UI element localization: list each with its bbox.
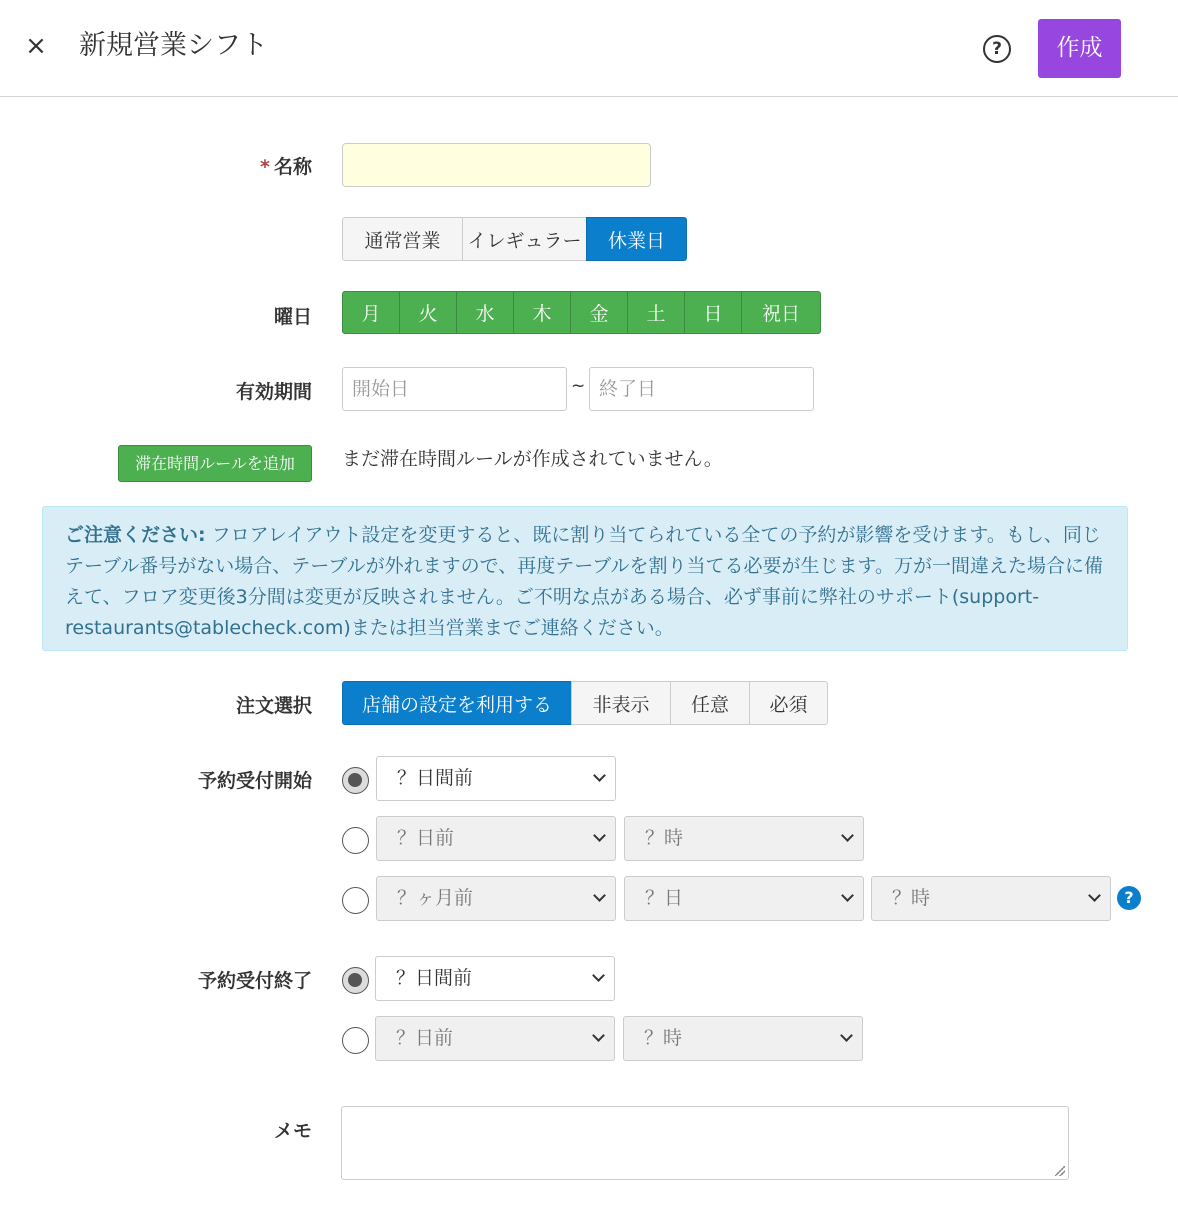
weekday-group [342,291,821,334]
weekday-holiday[interactable]: 祝日 [741,291,821,334]
weekday-wed[interactable]: 水 [456,291,514,334]
weekday-label: 曜日 [273,306,312,328]
start-date-input[interactable]: 開始日 [342,367,567,411]
booking-start-days-before-select[interactable]: ？日間前 [376,756,616,801]
no-rule-text: まだ滞在時間ルールが作成されていません。 [342,448,723,470]
add-stay-rule-button[interactable]: 滞在時間ルールを追加 [118,445,312,482]
booking-start-label: 予約受付開始 [197,770,312,792]
booking-end-day-select[interactable]: ？日前 [375,1016,615,1061]
order-group [342,681,828,725]
help-icon[interactable]: ? [983,35,1011,63]
weekday-sun[interactable]: 日 [684,291,742,334]
resize-handle-icon[interactable] [1055,1166,1065,1176]
shift-type-group [342,217,687,261]
booking-end-radio-1[interactable] [342,967,369,994]
shift-type-regular[interactable]: 通常営業 [342,217,463,261]
end-date-input[interactable]: 終了日 [589,367,814,411]
memo-textarea[interactable] [341,1106,1069,1180]
period-separator: ~ [571,376,586,396]
close-icon[interactable]: × [25,31,47,61]
chevron-down-icon [593,829,606,842]
booking-end-radio-2[interactable] [342,1027,369,1054]
chevron-down-icon [592,1029,605,1042]
booking-end-hour-select[interactable]: ？時 [623,1016,863,1061]
chevron-down-icon [840,1029,853,1042]
weekday-tue[interactable]: 火 [399,291,457,334]
weekday-sat[interactable]: 土 [627,291,685,334]
chevron-down-icon [841,829,854,842]
memo-label: メモ [273,1120,312,1142]
order-required[interactable]: 必須 [749,681,828,725]
booking-end-days-before-select[interactable]: ？日間前 [375,956,615,1001]
booking-start-radio-1[interactable] [342,767,369,794]
required-mark: * [260,156,270,178]
chevron-down-icon [592,969,605,982]
booking-start-month-select[interactable]: ？ヶ月前 [376,876,616,921]
help-circle-icon[interactable]: ? [1117,886,1141,910]
chevron-down-icon [593,769,606,782]
name-label-text: 名称 [273,156,312,178]
page-title: 新規営業シフト [79,30,268,61]
notice-alert [42,506,1128,651]
booking-start-day-select[interactable]: ？日前 [376,816,616,861]
shift-type-closed[interactable]: 休業日 [586,217,687,261]
notice-title: ご注意ください: [65,524,206,546]
weekday-mon[interactable]: 月 [342,291,400,334]
create-button[interactable]: 作成 [1038,19,1121,78]
order-hidden[interactable]: 非表示 [571,681,671,725]
booking-end-label: 予約受付終了 [197,970,312,992]
header [0,0,1178,97]
notice-body: フロアレイアウト設定を変更すると、既に割り当てられている全ての予約が影響を受けます。もし、同じテーブル番号がない場合、テーブルが外れますので、再度テーブルを割り当てる必要が生じます。万が一間違えた場合に備えて、フロア変更後3分間は変更が反映されません。ご不明な点がある場合、必ず事前に弊社のサポート(support-restaurants@tablecheck.com)または担当営業までご連絡ください。 [65,524,1103,639]
booking-start-radio-2[interactable] [342,827,369,854]
weekday-thu[interactable]: 木 [513,291,571,334]
booking-start-radio-3[interactable] [342,887,369,914]
chevron-down-icon [593,889,606,902]
order-label: 注文選択 [235,695,312,717]
shift-type-irregular[interactable]: イレギュラー [462,217,587,261]
chevron-down-icon [1088,889,1101,902]
weekday-fri[interactable]: 金 [570,291,628,334]
period-label: 有効期間 [235,381,312,403]
chevron-down-icon [841,889,854,902]
name-label [0,152,312,179]
name-input[interactable] [342,143,651,187]
booking-start-month-hour-select[interactable]: ？時 [871,876,1111,921]
booking-start-month-day-select[interactable]: ？日 [624,876,864,921]
order-use-store-setting[interactable]: 店舗の設定を利用する [342,681,572,725]
order-optional[interactable]: 任意 [670,681,750,725]
booking-start-hour-select[interactable]: ？時 [624,816,864,861]
